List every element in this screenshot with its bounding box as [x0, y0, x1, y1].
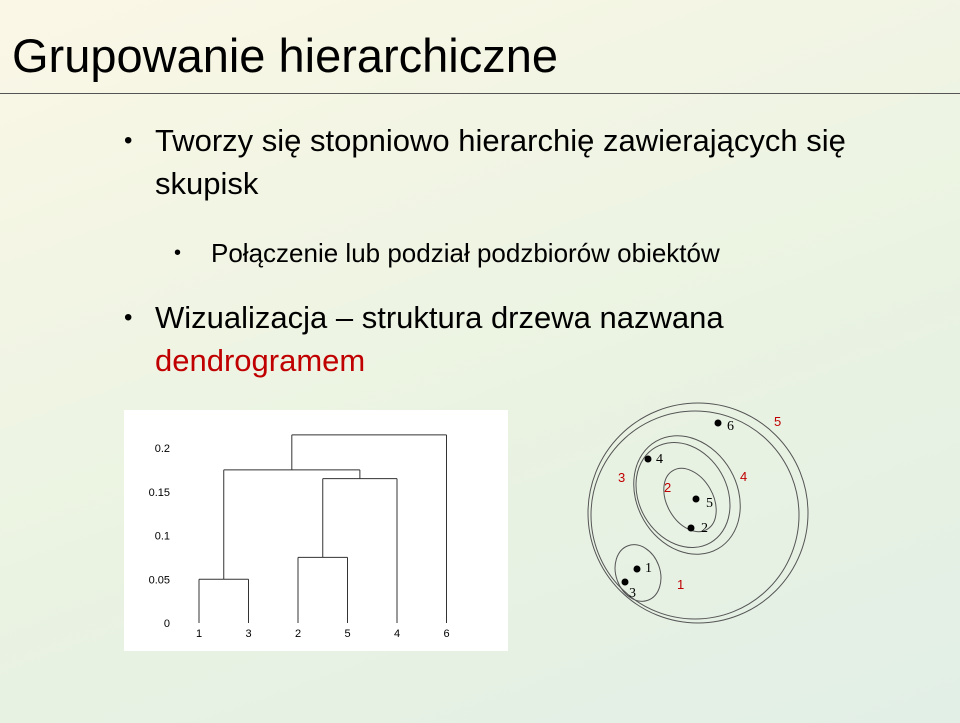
bullet-merge-split	[174, 232, 720, 275]
cluster-outline-5	[588, 403, 808, 623]
cluster-label: 3	[618, 470, 626, 485]
point-dot	[634, 566, 641, 573]
point-label: 1	[645, 561, 652, 576]
bullet-text: Wizualizacja – struktura drzewa nazwana	[155, 300, 724, 335]
title-divider	[0, 93, 960, 94]
bullet-text: Tworzy się stopniowo hierarchię zawierających się skupisk	[155, 123, 846, 201]
y-tick-label: 0.15	[148, 486, 170, 499]
y-tick-label: 0.2	[154, 443, 170, 455]
point-dot	[693, 496, 700, 503]
cluster-outline-5-inner	[591, 411, 799, 619]
y-tick-label: 0.1	[154, 530, 170, 543]
bullet-text: Połączenie lub podział podzbiorów obiektów	[211, 238, 720, 268]
x-tick-label: 1	[195, 628, 203, 640]
cluster-outline-3	[617, 425, 748, 564]
cluster-label: 5	[774, 414, 782, 429]
bullet-marker: •	[124, 127, 133, 154]
point-dot	[622, 579, 629, 586]
cluster-outline-1	[607, 538, 668, 608]
point-dot	[645, 456, 652, 463]
point-label: 2	[701, 521, 708, 536]
point-label: 4	[656, 452, 663, 467]
y-tick-label: 0.05	[148, 574, 170, 587]
dendrogram-panel	[124, 410, 508, 651]
cluster-label: 4	[740, 469, 748, 484]
bullet-marker: •	[174, 242, 182, 264]
point-dot	[715, 420, 722, 427]
point-label: 5	[706, 496, 713, 511]
cluster-outline-4	[613, 416, 762, 573]
bullet-marker: •	[124, 304, 133, 331]
y-tick-label: 0	[163, 618, 170, 630]
bullet-hierarchy	[124, 119, 875, 205]
slide-title: Grupowanie hierarchiczne	[12, 29, 559, 82]
x-tick-label: 3	[245, 628, 252, 640]
x-tick-label: 6	[443, 628, 450, 640]
x-tick-label: 2	[294, 628, 302, 640]
cluster-label: 2	[664, 480, 672, 495]
nested-cluster-svg	[555, 395, 835, 630]
bullet-visualization	[124, 296, 935, 382]
point-dot	[688, 525, 695, 532]
point-label: 3	[629, 586, 636, 601]
point-label: 6	[727, 419, 734, 434]
x-tick-label: 5	[344, 628, 351, 640]
cluster-label: 1	[677, 577, 685, 592]
dendrogram-term: dendrogramem	[155, 343, 366, 378]
nested-cluster-diagram	[555, 395, 835, 630]
dendrogram-chart	[124, 410, 508, 651]
x-tick-label: 4	[393, 628, 401, 640]
